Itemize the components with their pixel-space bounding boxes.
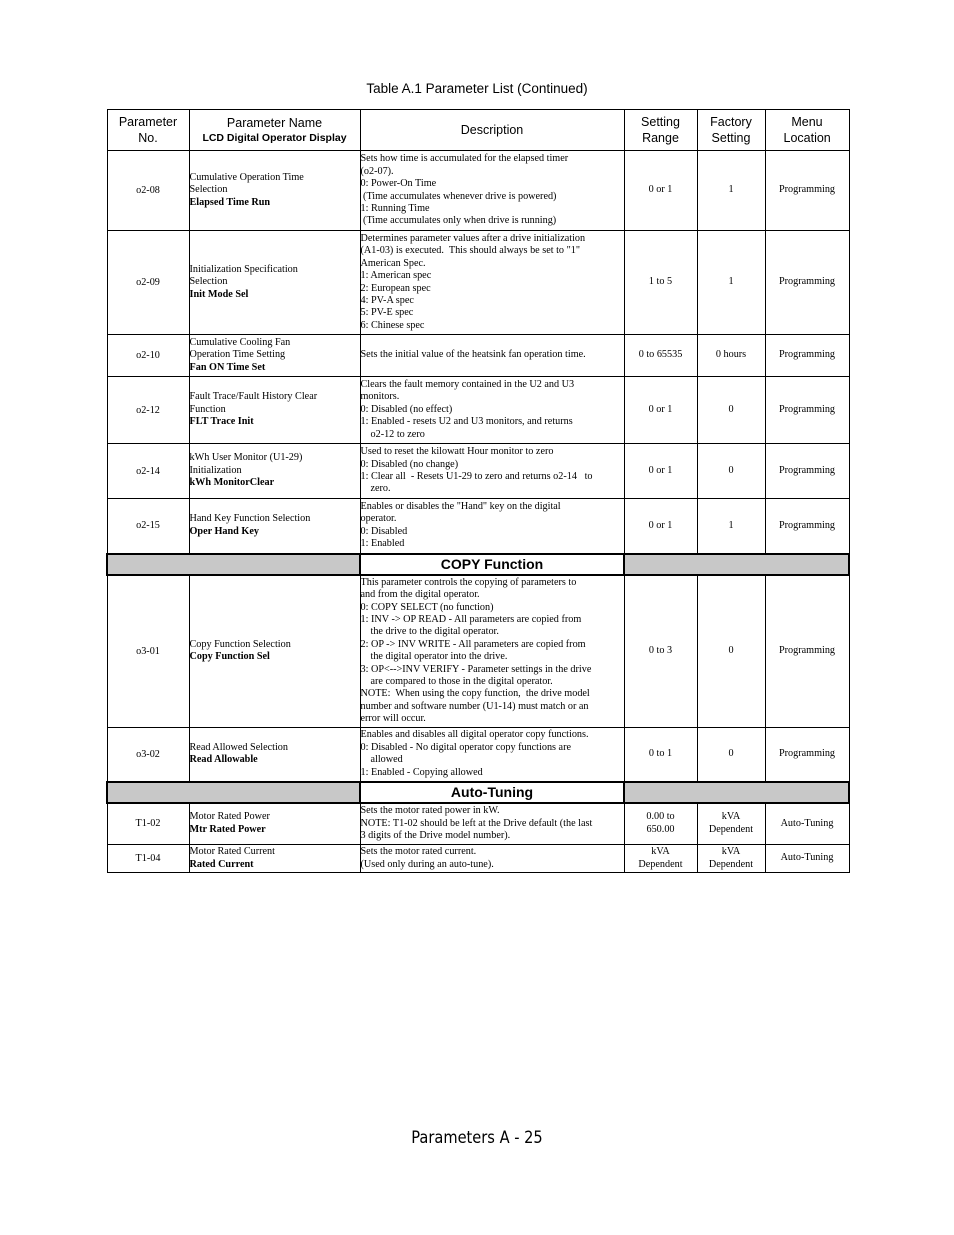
factory-setting-line: Dependent <box>708 858 754 870</box>
parameter-name <box>189 845 360 873</box>
table-header-row <box>107 110 849 151</box>
factory-setting <box>697 803 765 845</box>
setting-range-line: 0 to 65535 <box>638 349 683 361</box>
parameter-name <box>189 499 360 554</box>
parameter-name <box>189 728 360 782</box>
factory-setting-line: kVA <box>721 811 741 823</box>
parameter-description <box>360 231 624 335</box>
menu-location: Programming <box>765 444 849 499</box>
parameter-number: o2-08 <box>107 151 189 231</box>
factory-setting-line: 0 <box>728 403 734 415</box>
description-line: 1: Running Time <box>360 202 430 214</box>
table-row <box>107 575 849 728</box>
section-shade-right <box>624 782 849 803</box>
description-line: 2: OP -> INV WRITE - All parameters are copied from <box>360 638 586 650</box>
parameter-name <box>189 444 360 499</box>
description-line: American Spec. <box>360 257 426 269</box>
description-line: Clears the fault memory contained in the U2 and U3 <box>360 378 575 390</box>
factory-setting-line: 1 <box>728 184 734 196</box>
header-factory-setting: Factory Setting <box>697 110 765 151</box>
description-line: o2-12 to zero <box>370 428 425 440</box>
section-row-copy <box>107 554 849 575</box>
setting-range-line: kVA <box>651 846 670 857</box>
table-row <box>107 335 849 377</box>
setting-range-line: 0 to 3 <box>648 645 673 656</box>
factory-setting <box>697 444 765 499</box>
parameter-name <box>189 335 360 377</box>
table-row <box>107 728 849 782</box>
lcd-display-name: Fan ON Time Set <box>189 361 266 373</box>
factory-setting-line: 0 <box>728 464 734 476</box>
description-line: Sets the initial value of the heatsink fan operation time. <box>360 349 586 361</box>
menu-location: Auto-Tuning <box>765 845 849 873</box>
setting-range <box>624 377 697 444</box>
description-line: the drive to the digital operator. <box>370 626 499 638</box>
parameter-name-line: Selection <box>189 276 228 288</box>
description-line: 5: PV-E spec <box>360 307 414 319</box>
parameter-name-line: Motor Rated Current <box>189 846 275 857</box>
setting-range-line: 1 to 5 <box>648 276 673 288</box>
description-line: 1: American spec <box>360 270 432 282</box>
factory-setting <box>697 335 765 377</box>
setting-range <box>624 444 697 499</box>
factory-setting-line: kVA <box>721 846 741 857</box>
parameter-number: o2-09 <box>107 231 189 335</box>
factory-setting <box>697 728 765 782</box>
page-footer: Parameters A - 25 <box>411 1128 543 1148</box>
setting-range <box>624 151 697 231</box>
description-line: and from the digital operator. <box>360 589 480 601</box>
description-line: monitors. <box>360 391 400 403</box>
description-line: 0: Disabled (no effect) <box>360 403 453 415</box>
description-line: NOTE: T1-02 should be left at the Drive default (the last <box>360 817 593 829</box>
parameter-description <box>360 575 624 728</box>
description-line: Determines parameter values after a drive initialization <box>360 232 586 244</box>
header-parameter-name: Parameter Name LCD Digital Operator Display <box>189 110 360 151</box>
description-line: Enables or disables the "Hand" key on the digital <box>360 500 561 512</box>
factory-setting <box>697 575 765 728</box>
header-setting-range: Setting Range <box>624 110 697 151</box>
parameter-number: T1-02 <box>107 803 189 845</box>
parameter-name <box>189 575 360 728</box>
section-shade-left <box>107 782 360 803</box>
setting-range-line: 0 or 1 <box>648 519 673 531</box>
section-title-copy-function: COPY Function <box>360 554 624 575</box>
menu-location: Auto-Tuning <box>765 803 849 845</box>
parameter-name <box>189 151 360 231</box>
description-line: (Used only during an auto-tune). <box>360 858 494 870</box>
description-line: 0: Power-On Time <box>360 178 437 190</box>
description-line: allowed <box>370 754 403 766</box>
setting-range <box>624 728 697 782</box>
lcd-display-name: Read Allowable <box>189 754 258 766</box>
menu-location: Programming <box>765 335 849 377</box>
parameter-name <box>189 377 360 444</box>
description-line: 0: Disabled <box>360 525 408 537</box>
description-line: 6: Chinese spec <box>360 319 425 331</box>
parameter-name-line: kWh User Monitor (U1-29) <box>189 452 303 464</box>
setting-range <box>624 231 697 335</box>
setting-range <box>624 845 697 873</box>
parameter-description <box>360 335 624 377</box>
description-line: 3 digits of the Drive model number). <box>360 829 511 841</box>
factory-setting-line: 1 <box>728 276 734 288</box>
description-line: 2: European spec <box>360 282 431 294</box>
description-line: Used to reset the kilowatt Hour monitor to zero <box>360 446 554 458</box>
description-line: 1: Enabled <box>360 538 405 550</box>
description-line: 0: COPY SELECT (no function) <box>360 601 494 613</box>
parameter-number: T1-04 <box>107 845 189 873</box>
header-menu-location: Menu Location <box>765 110 849 151</box>
factory-setting <box>697 499 765 554</box>
section-shade-left <box>107 554 360 575</box>
description-line: error will occur. <box>360 713 426 725</box>
lcd-display-name: Mtr Rated Power <box>189 823 266 835</box>
description-line: 0: Disabled (no change) <box>360 458 459 470</box>
parameter-description <box>360 803 624 845</box>
description-line: 1: INV -> OP READ - All parameters are copied from <box>360 614 582 626</box>
setting-range-line: 0 or 1 <box>648 464 673 476</box>
description-line: operator. <box>360 513 397 525</box>
setting-range <box>624 575 697 728</box>
parameter-description <box>360 444 624 499</box>
parameter-name-line: Read Allowed Selection <box>189 741 288 753</box>
description-line: (o2-07). <box>360 165 394 177</box>
parameter-description <box>360 151 624 231</box>
description-line: Sets the motor rated power in kW. <box>360 805 500 817</box>
lcd-display-name: FLT Trace Init <box>189 416 254 428</box>
parameter-description <box>360 499 624 554</box>
parameter-name-line: Initialization Specification <box>189 263 298 275</box>
parameter-name-line: Hand Key Function Selection <box>189 513 311 525</box>
parameter-table <box>106 109 850 873</box>
table-row <box>107 377 849 444</box>
factory-setting-line: 0 hours <box>715 349 747 361</box>
parameter-name-line: Cumulative Cooling Fan <box>189 336 291 348</box>
description-line: the digital operator into the drive. <box>370 651 508 663</box>
menu-location: Programming <box>765 575 849 728</box>
parameter-name-line: Cumulative Operation Time <box>189 171 304 183</box>
lcd-display-name: Oper Hand Key <box>189 525 259 537</box>
parameter-number: o3-02 <box>107 728 189 782</box>
menu-location: Programming <box>765 499 849 554</box>
factory-setting-line: 0 <box>728 645 734 656</box>
menu-location: Programming <box>765 231 849 335</box>
header-description: Description <box>360 110 624 151</box>
description-line: 1: Clear all - Resets U1-29 to zero and returns o2-14 to <box>360 471 593 482</box>
menu-location: Programming <box>765 151 849 231</box>
parameter-name-line: Copy Function Selection <box>189 638 291 650</box>
setting-range-line: 0 or 1 <box>648 403 673 415</box>
table-row <box>107 151 849 231</box>
description-line: are compared to those in the digital operator. <box>370 676 553 688</box>
parameter-number: o2-10 <box>107 335 189 377</box>
setting-range <box>624 803 697 845</box>
parameter-number: o2-12 <box>107 377 189 444</box>
description-line: Sets the motor rated current. <box>360 846 477 858</box>
description-line: 0: Disabled - No digital operator copy functions are <box>360 741 571 753</box>
parameter-description <box>360 845 624 873</box>
factory-setting <box>697 231 765 335</box>
factory-setting <box>697 845 765 873</box>
menu-location: Programming <box>765 377 849 444</box>
parameter-number: o3-01 <box>107 575 189 728</box>
description-line: (A1-03) is executed. This should always be set to "1" <box>360 245 580 257</box>
parameter-name-line: Function <box>189 403 226 415</box>
description-line: 4: PV-A spec <box>360 294 414 306</box>
factory-setting <box>697 151 765 231</box>
table-row <box>107 444 849 499</box>
section-shade-right <box>624 554 849 575</box>
lcd-display-name: Rated Current <box>189 858 254 870</box>
lcd-display-name: Elapsed Time Run <box>189 196 271 208</box>
setting-range-line: Dependent <box>638 858 683 870</box>
factory-setting-line: 1 <box>728 519 734 531</box>
setting-range-line: 0 or 1 <box>648 184 673 196</box>
parameter-number: o2-14 <box>107 444 189 499</box>
parameter-number: o2-15 <box>107 499 189 554</box>
parameter-name-line: Fault Trace/Fault History Clear <box>189 391 318 403</box>
setting-range-line: 0.00 to <box>646 811 675 823</box>
table-row <box>107 845 849 873</box>
table-caption: Table A.1 Parameter List (Continued) <box>366 81 588 96</box>
parameter-name-line: Initialization <box>189 464 242 476</box>
setting-range <box>624 335 697 377</box>
description-line: This parameter controls the copying of parameters to <box>360 576 577 588</box>
setting-range-line: 0 to 1 <box>648 748 673 759</box>
factory-setting-line: 0 <box>728 748 734 759</box>
description-line: zero. <box>370 483 391 495</box>
header-lcd-display: LCD Digital Operator Display <box>202 132 347 144</box>
parameter-name-line: Selection <box>189 184 228 196</box>
lcd-display-name: Init Mode Sel <box>189 288 249 300</box>
parameter-description <box>360 377 624 444</box>
parameter-name <box>189 803 360 845</box>
description-line: 1: Enabled - resets U2 and U3 monitors, and returns <box>360 416 573 428</box>
parameter-name-line: Motor Rated Power <box>189 811 270 823</box>
description-line: Sets how time is accumulated for the elapsed timer <box>360 153 569 165</box>
lcd-display-name: Copy Function Sel <box>189 651 270 663</box>
setting-range <box>624 499 697 554</box>
factory-setting-line: Dependent <box>708 823 754 835</box>
table-row <box>107 803 849 845</box>
section-title-auto-tuning: Auto-Tuning <box>360 782 624 803</box>
description-line: NOTE: When using the copy function, the drive model <box>360 688 590 700</box>
setting-range-line: 650.00 <box>646 823 675 835</box>
parameter-name <box>189 231 360 335</box>
header-parameter-no: Parameter No. <box>107 110 189 151</box>
table-row <box>107 231 849 335</box>
description-line: (Time accumulates whenever drive is powered) <box>360 190 557 202</box>
section-row-autotuning <box>107 782 849 803</box>
description-line: Enables and disables all digital operator copy functions. <box>360 729 589 741</box>
parameter-name-line: Operation Time Setting <box>189 349 286 361</box>
parameter-description <box>360 728 624 782</box>
description-line: 1: Enabled - Copying allowed <box>360 766 483 778</box>
factory-setting <box>697 377 765 444</box>
menu-location: Programming <box>765 728 849 782</box>
lcd-display-name: kWh MonitorClear <box>189 477 275 489</box>
description-line: number and software number (U1-14) must match or an <box>360 700 589 712</box>
description-line: (Time accumulates only when drive is running) <box>360 215 557 227</box>
description-line: 3: OP<-->INV VERIFY - Parameter settings in the drive <box>360 663 592 675</box>
table-row <box>107 499 849 554</box>
